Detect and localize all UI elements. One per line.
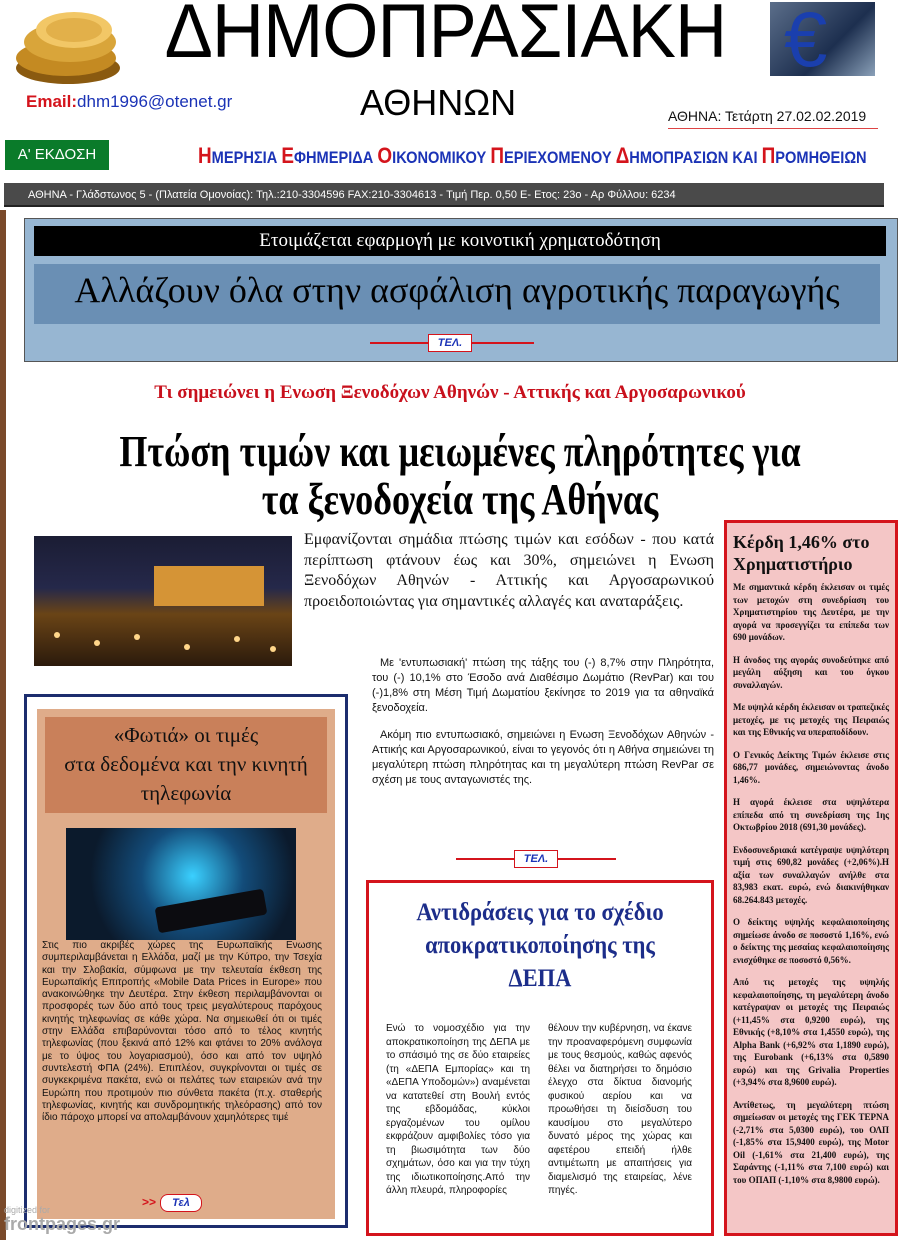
tagline-initial: Ο bbox=[377, 143, 393, 168]
sidebar-paragraph: Από τις μετοχές της υψηλής κεφαλαιοποίησης, τη μεγαλύτερη άνοδο κατέγραψαν οι μετοχές της Πειραιώς (+11,45% στα 0,9200 ευρώ), της Εθνικής (+8,10% στα 1,4550 ευρώ), της Alpha Bank (+6,92% στα 1,1890 ευρώ), της Eurobank (+6,13% στα 0,5890 ευρώ) και της Grivalia Properties (+3,94% στα 8,9600 ευρώ). bbox=[733, 977, 889, 1087]
sidebar-title: Κέρδη 1,46% στο Χρηματιστήριο bbox=[733, 532, 870, 574]
mobile-prices-body: Στις πιο ακριβές χώρες της Ευρωπαϊκής Ενωσης συμπεριλαμβάνεται η Ελλάδα, μαζί με την Κύπρο, την Τσεχία και την Σλοβακία, σύμφωνα με την τελευταία έκθεση της Ευρωπαϊκής Επιτροπής «Mobile Data Prices in Europe» που ανακοινώθηκε την Δευτέρα. Στην έκθεση περιλαμβάνονται οι προσφορές των δύο από τους τρεις μεγαλύτερους παρόχους κινητής τηλεφωνίας σε κάθε χώρα. Να σημειωθεί ότι οι τιμές στην Ελλάδα επιβαρύνονται τόσο από το τέλος κινητής τηλεφωνίας (που ξεκινά από 12% και φτάνει το 20% ανάλογα με το ύψος του λογαριασμού), όσο και από τον υψηλό συντελεστή ΦΠΑ (24%). Επιπλέον, συγκρίνονται οι τιμές σε συγκεκριμένα πακέτα, ενώ οι πελάτες των εταιρειών ανά την Ευρώπη που προτιμούν πιο σύνθετα πακέτα (π.χ. σταθερής τηλεφωνίας, κινητής και συνδρομητικής τηλεόρασης) από τον ίδιο πάροχο μπορεί να απολαμβάνουν χαμηλότερες τιμέ bbox=[42, 940, 322, 1124]
email-line bbox=[26, 92, 232, 112]
tagline-word: ΕΡΙΕΧΟΜΕΝΟΥ bbox=[503, 148, 616, 167]
tagline-initial: Δ bbox=[615, 143, 630, 168]
left-margin-bar bbox=[0, 210, 6, 1240]
stock-market-sidebar bbox=[724, 520, 898, 1236]
watermark-line: digitized for bbox=[4, 1205, 51, 1215]
depa-story-headline: Αντιδράσεις για το σχέδιο αποκρατικοποίησης της ΔΕΠΑ bbox=[416, 899, 664, 992]
top-story-headline: Αλλάζουν όλα στην ασφάλιση αγροτικής παραγωγής bbox=[34, 264, 880, 324]
tagline-word: ΜΕΡΗΣΙΑ bbox=[211, 148, 282, 167]
email-link[interactable]: dhm1996@otenet.gr bbox=[77, 92, 233, 111]
tagline-word: ΗΜΟΠΡΑΣΙΩΝ ΚΑΙ bbox=[629, 148, 762, 167]
tagline-word: ΙΚΟΝΟΜΙΚΟΥ bbox=[392, 148, 491, 167]
main-story-paragraph: Με 'εντυπωσιακή' πτώση της τάξης του (-) 8,7% στην Πληρότητα, του (-) 10,1% στο Έσοδο ανά Διαθέσιμο Δωμάτιο (RevPar) και του (-)1,8% στη Μέση Τιμή Δωματίου ξεκίνησε το 2019 για τα αθηναϊκά ξενοδοχεία. bbox=[372, 657, 714, 714]
sidebar-paragraph: Αντίθετως, τη μεγαλύτερη πτώση σημείωσαν οι μετοχές της ΓΕΚ ΤΕΡΝΑ (-2,71% στα 5,0300 ευρώ), του ΟΛΠ (-1,85% στα 15,9400 ευρώ), της Motor Oil (-1,61% στα 21,400 ευρώ), της Σαράντης (-1,11% στα 7,100 ευρώ) και του ΟΠΑΠ (-1,10% στα 8,9800 ευρώ). bbox=[733, 1099, 889, 1185]
tagline-word: ΦΗΜΕΡΙΔΑ bbox=[293, 148, 378, 167]
main-story-body bbox=[372, 656, 714, 800]
continue-arrow: >> bbox=[142, 1195, 157, 1209]
depa-story-column: θέλουν την κυβέρνηση, να έκανε την προαναφερόμενη συμφωνία με τους θεσμούς, καθώς αφενός θέλει να διατηρήσει το δημόσιο έλεγχο στα δίκτυα διανομής φυσικού αερίου και να προωθήσει τη διείσδυση του καυσίμου στο μεγαλύτερο δυνατό μέρος της χώρας και αφετέρου επειδή ήλθε αντιμέτωπη με απαιτήσεις για διαμελισμό της εταιρείας, λένε πηγές. bbox=[548, 1023, 692, 1196]
sidebar-paragraph: Με σημαντικά κέρδη έκλεισαν οι τιμές των μετοχών στη συνεδρίαση του Χρηματιστηρίου της Δευτέρα, με την αγορά να προσεγγίζει τα επίπεδα των 690 μονάδων. bbox=[733, 582, 889, 642]
main-story-end-marker: ΤΕΛ. bbox=[514, 850, 558, 868]
digitized-watermark bbox=[4, 1206, 120, 1233]
main-story-paragraph: Ακόμη πιο εντυπωσιακό, σημειώνει η Ενωση Ξενοδόχων Αθηνών - Αττικής και Αργοσαρωνικού, είναι το γεγονός ότι η Αθήνα σημειώνει τη μεγαλύτερη πτώση πληρότητας και τη μεγαλύτερη πτώση RevPar σε σχέση με τους ανταγωνιστές της. bbox=[372, 729, 714, 786]
top-story-kicker: Ετοιμάζεται εφαρμογή με κοινοτική χρηματοδότηση bbox=[34, 226, 886, 256]
date-underline bbox=[668, 128, 878, 129]
masthead-title: ΔΗΜΟΠΡΑΣΙΑΚΗ bbox=[164, 0, 727, 74]
sidebar-paragraph: Με υψηλά κέρδη έκλεισαν οι τραπεζικές μετοχές, με τις μετοχές της Πειραιώς και της Εθνικής να υπεραποδίδουν. bbox=[733, 702, 889, 737]
gold-coins-image bbox=[8, 2, 128, 86]
acropolis-night-photo bbox=[34, 536, 292, 666]
email-label: Email: bbox=[26, 92, 78, 111]
tagline-initial: Ε bbox=[281, 143, 294, 168]
edition-badge: Α' ΕΚΔΟΣΗ bbox=[5, 140, 109, 170]
euro-sign-image: € bbox=[770, 2, 875, 76]
sidebar-paragraph: Ο δείκτης υψηλής κεφαλαιοποίησης σημείωσε άνοδο σε ποσοστό 1,16%, ενώ ο δείκτης της μεσαίας κεφαλαιοποίησης ενισχύθηκε σε ποσοστό 0,56%. bbox=[733, 917, 889, 965]
sidebar-paragraph: Η αγορά έκλεισε στα υψηλότερα επίπεδα από τη συνεδρίαση της 1ης Οκτωβρίου 2018 (691,30 μονάδες). bbox=[733, 797, 889, 832]
depa-story-column: Ενώ το νομοσχέδιο για την αποκρατικοποίηση της ΔΕΠΑ με το σπάσιμό της σε δύο εταιρείες (τη «ΔΕΠΑ Εμπορίας» και τη «ΔΕΠΑ Υποδομών») αναμένεται να κατατεθεί στη Βουλή εντός της εβδομάδας, κύκλοι εργαζομένων του ομίλου εκφράζουν αμφιβολίες τόσο για τη βιωσιμότητα των δύο σχημάτων, όσο και για την τύχη της ιδιωτικοποίησης.Από την άλλη πλευρά, πληροφορίες bbox=[386, 1023, 530, 1196]
headline-line: «Φωτιά» οι τιμές bbox=[113, 723, 259, 747]
main-story-kicker: Τι σημειώνει η Ενωση Ξενοδόχων Αθηνών - Αττικής και Αργοσαρωνικού bbox=[154, 382, 746, 403]
headline-line: στα δεδομένα και την κινητή bbox=[64, 752, 308, 776]
info-bar: ΑΘΗΝΑ - Γλάδστωνος 5 - (Πλατεία Ομονοίας): Τηλ.:210-3304596 FAX:210-3304613 - Τιμή Περ. 0,50 Ε- Ετος: 23ο - Αρ Φύλλου: 6234 bbox=[4, 183, 884, 207]
top-story-end-marker: ΤΕΛ. bbox=[428, 334, 472, 352]
tagline-initial: Π bbox=[761, 143, 776, 168]
main-story-headline: Πτώση τιμών και μειωμένες πληρότητες για τα ξενοδοχεία της Αθήνας bbox=[119, 427, 801, 525]
watermark-site: frontpages.gr bbox=[4, 1214, 121, 1234]
headline-line: τηλεφωνία bbox=[140, 781, 232, 805]
mobile-prices-headline bbox=[45, 717, 327, 813]
issue-date: ΑΘΗΝΑ: Τετάρτη 27.02.02.2019 bbox=[668, 108, 867, 124]
newspaper-tagline bbox=[198, 143, 867, 169]
sidebar-paragraph: Ενδοσυνεδριακά κατέγραψε υψηλότερη τιμή στις 690,82 μονάδες (+2,06%).Η αξία των συναλλαγών ανήλθε στα 83,983 εκατ. ευρώ, ενώ διακινήθηκαν 68.264.843 μετοχές. bbox=[733, 844, 889, 905]
masthead-subtitle: ΑΘΗΝΩΝ bbox=[360, 82, 517, 123]
tablet-technology-photo bbox=[66, 828, 296, 948]
tagline-initial: Η bbox=[198, 143, 212, 168]
main-story-lead: Εμφανίζονται σημάδια πτώσης τιμών και εσόδων - που κατά περίπτωση φτάνουν έως και 30%, σημειώνει η Ενωση Ξενοδόχων Αθηνών - Αττικής και Αργοσαρωνικού προειδοποιώντας για σημαντικές αλλαγές και αναταράξεις. bbox=[304, 531, 714, 610]
sidebar-paragraph: Ο Γενικός Δείκτης Τιμών έκλεισε στις 686,77 μονάδες, σημειώνοντας άνοδο 1,46%. bbox=[733, 749, 889, 785]
tagline-initial: Π bbox=[490, 143, 504, 168]
tagline-word: ΡΟΜΗΘΕΙΩΝ bbox=[775, 148, 867, 167]
mobile-story-end-marker: Τελ bbox=[160, 1194, 202, 1212]
sidebar-paragraph: Η άνοδος της αγοράς συνοδεύτηκε από μεγάλη αύξηση και του όγκου συναλλαγών. bbox=[733, 654, 889, 690]
